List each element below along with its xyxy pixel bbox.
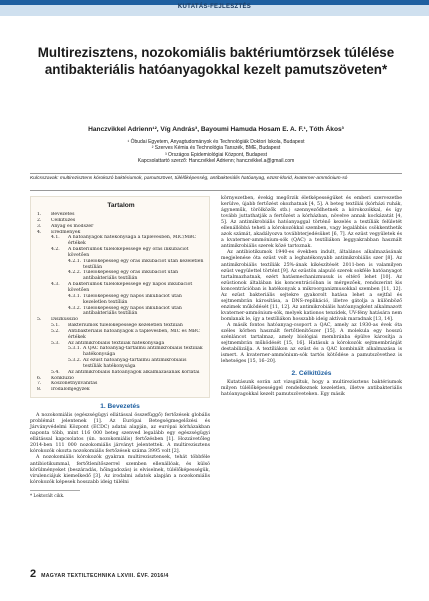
contents-item-number: 1.	[37, 212, 42, 217]
aim-paragraph: Kutatásunk során azt vizsgáltuk, hogy a multirezisztens baktériumok milyen túlélőképességgel rendelkeznek kezeletlen, illetve antibakteriális hatóanyagokkal kezelt pamutszöveteken. Egy másik	[221, 380, 402, 398]
contents-item-text: Túlélőképesség egy napos inkubációt után antibakteriális textílián	[83, 305, 182, 317]
contents-item	[37, 387, 205, 393]
body-paragraph-2: Az antibiotikumok 1940-es években indult, általános alkalmazásának megjelenése óta ezüst volt a leghatékonyabb antimikrobiális szer [8]. Az antimikrobiális textíliák 25%-ának kikészítését 2011-ben is valamilyen ezüst vegyülettel történt [9]. Az ezüstön alapuló szerek sokféle hatóanyagot tartalmazhatnak, ezért hatásmechanizmusuk is eltérő lehet [10]. Az ezüstionok általában kis koncentrációban is mérgezőek, rendszerint kis koncentrációban is hatékonyak a mikroorganizmusokkal szemben [11, 12]. Az ezüst bakteriális sejtekre gyakorolt hatása lehet a sejtfal és sejtmembrán károsítása, a DNS-replikáció, illetve gátolja a különböző enzimek működését [11, 12]. Az antimikrobiális hatóanyagként alkalmazott kvaterner-ammónium-sók, melyek kationos tenzidek, UV-fény hatására nem bomlanak le, így a textíliákon hosszabb ideig aktívak maradnak [13, 14].	[221, 250, 402, 322]
affiliation-2: ² Szerves Kémia és Technológia Tanszék, BME, Budapest	[151, 145, 281, 152]
contents-item-number: 5.3.1.	[68, 346, 82, 352]
contents-item	[37, 270, 205, 282]
contents-item-number: 4.2.	[51, 247, 60, 253]
contents-item-text: Az ezüst hatóanyag-tartalmú antimikrobiális textíliák hatékonysága	[83, 358, 187, 369]
contents-item-text: A hatóanyagok hatékonysága a táplevesben, MIC/MBC értékek	[68, 235, 197, 247]
body-paragraph-1: környezetben, évekig megőrzik életképességüket és emberi szervezetbe kerülve, újabb fertőzést okozhatnak [4, 5]. A beteg textíliái (kórházi ruhák, ágyneműk, törölközők stb.) szennyeződhetnek a kórokozókkal, és így tovább juttathatják a fertőzést a kórházban, növelve annak kockázatát [4, 5]. Az antimikrobiális hatóanyaggal történő kezelés a textíliák felületét ellenállóbbá teheti a kórokozókkal szemben, vagy legalábbis csökkenthetik azok számát, akadályozva továbbterjedésüket [6, 7]. Az ezüst vegyületek és a kvaterner-ammónium-sók (QAC) a textíliákon leggyakrabban használt antimikrobiális szerek közé tartoznak.	[221, 196, 402, 250]
affiliations	[30, 139, 402, 165]
contact-author: Kapcsolattartó szerző: Hanczvikkel Adrienn; hanczvikkel.a@gmail.com	[137, 158, 295, 165]
footnote: * Lektorált cikk.	[30, 490, 80, 498]
contents-item	[37, 294, 205, 306]
contents-item	[37, 282, 205, 294]
right-column	[221, 196, 402, 398]
contents-item-text: Konklúzió	[51, 375, 74, 381]
intro-paragraph-1: A nozokomiális (egészségügyi ellátással összefüggő) fertőzések globális problémát jelentenek [1]. Az Európai Betegségmegelőzési és Járványvédelmi Központ (ECDC) adatai alapján, az európai kórházakban naponta több, mint 116 000 beteg szenved legalább egy egészségügyi ellátással kapcsolatos (ún. nozokomiális) fertőzésben [1]. Hozzávetőleg 2014-ben 111 000 nozokomiális járványt jelentettek. A multirezisztens kórokozók okozta nozokomiális fertőzések száma 3995 volt [2].	[30, 413, 210, 455]
contents-item-text: Bevezetés	[51, 212, 75, 217]
contents-item-text: Diszkusszió	[51, 317, 79, 323]
contents-item-number: 4.3.1.	[68, 293, 82, 299]
divider-bottom	[30, 190, 402, 191]
contents-item-number: 4.2.2.	[68, 270, 82, 276]
contents-item-number: 5.2.	[51, 328, 60, 334]
contents-item	[37, 306, 205, 318]
section-label: KUTATÁS-FEJLESZTÉS	[177, 4, 252, 10]
journal-name: MAGYAR TEXTILTECHNIKA LXVIII. ÉVF. 2016/4	[41, 573, 169, 579]
contents-item-number: 2.	[37, 217, 42, 223]
contents-item-number: 4.	[37, 229, 42, 235]
contents-item-text: Célkitűzés	[51, 217, 76, 223]
contents-item-number: 8.	[37, 387, 42, 393]
contents-item-text: Az antimikrobiális textíliák hatékonysága	[68, 340, 165, 346]
left-column	[30, 196, 210, 498]
affiliation-3: ³ Országos Epidemiológiai Központ, Budapest	[164, 151, 267, 158]
contents-item	[37, 247, 205, 259]
contents-item	[37, 346, 205, 358]
contents-box	[30, 196, 210, 398]
page-footer	[30, 568, 169, 580]
contents-item-number: 3.	[37, 223, 42, 229]
contents-item-text: A baktériumok túlélőképessége egy órás inkubációt követően	[68, 247, 189, 258]
aim-heading: 2. Célkitűzés	[291, 370, 332, 378]
contents-item-number: 5.3.	[51, 340, 60, 346]
contents-item-text: Túlélőképesség egy órás inkubációt után kezeletlen textílián	[83, 258, 204, 270]
contents-item-number: 4.2.1.	[68, 258, 82, 264]
intro-paragraph-2: A nozokomiális kórokozók gyakran multirezisztensek, tehát többféle antibiotikummal, fertőtlenítőszerrel szemben ellenállóak, és külsö körülményeket (beszáradás, hőingadozás) is elviselnek, túlélőképességük, virulenciájuk kiemelkedő [3]. Az irodalmi adatok alapján a nozokomiális kórokozók képesek hosszabb ideig túlélni	[30, 455, 210, 485]
contents-item	[37, 358, 205, 370]
contents-item	[37, 235, 205, 247]
keywords: Kulcsszavak: multirezisztens kórokozó baktériumok, pamutszövet, túlélőképesség, antibakteriális hatóanyag, ezüst-klorid, kvaterner-ammónium-só	[30, 176, 348, 181]
intro-heading: 1. Bevezetés	[100, 403, 140, 411]
contents-list	[37, 212, 205, 393]
contents-item-number: 5.	[37, 317, 42, 323]
contents-item-text: Túlélőképesség egy órás inkubációt után antibakteriális textílián	[83, 270, 179, 282]
contents-item-text: Irodalomjegyzék	[51, 387, 90, 393]
contents-item-text: Eredmények	[51, 229, 81, 235]
contents-item-text: Anyag és módszer	[51, 223, 94, 229]
divider-top	[30, 173, 402, 174]
article-title: Multirezisztens, nozokomiális baktériumtörzsek túlélése antibakteriális hatóanyagokkal kezelt pamutszöveten*	[37, 45, 395, 77]
contents-item-text: Antibakteriális hatóanyagok a táplevesben, MIC és MBC értékek	[68, 328, 200, 340]
contents-item-number: 7.	[37, 381, 42, 387]
contents-item	[37, 259, 205, 271]
contents-item-text: Túlélőképesség egy napos inkubációt után kezeletlen textílián	[83, 293, 182, 305]
contents-item-text: Köszönetnyilvánítás	[51, 381, 98, 387]
contents-item-text: A baktériumok túlélőképessége egy napos inkubációt követően	[68, 282, 193, 293]
author-list: Hanczvikkel Adrienn¹², Víg András³, Bayoumi Hamuda Hosam E. A. F.¹, Tóth Ákos³	[88, 126, 344, 133]
contents-item-text: Baktériumok túlélőképessége kezeletlen textílián	[68, 323, 183, 329]
affiliation-1: ¹ Óbudai Egyetem, Anyagtudományok és Technológiák Doktori Iskola, Budapest	[127, 139, 305, 145]
contents-item-number: 5.1.	[51, 323, 60, 329]
body-paragraph-3: A másik fontos hatóanyag-csoport a QAC, amely az 1930-as évek óta széles körben használt fertőtlenítőszer [15]. A molekula egy hosszú szénláncot tartalmaz, amely biológiai membránba épülve károsítja a sejtmembrán működését [15, 16]. Hatásuk a kórokozók sejtmembránját destabilizálja. A textíliákon az ezüst és a QAC kombinált alkalmazása is ismert. A kvaterner-ammónium-sók tartós kötődése a pamutszövethez is lehetséges [15, 16–20].	[221, 322, 402, 365]
contents-item-number: 6.	[37, 375, 42, 381]
contents-item-number: 5.3.2.	[68, 358, 82, 364]
page-number: 2	[30, 568, 37, 580]
contents-item-number: 4.3.	[51, 282, 60, 288]
contents-item-number: 5.4.	[51, 369, 60, 375]
contents-item-text: Az antimikrobiális hatóanyagok alkalmazásának korlátai	[68, 369, 200, 375]
contents-item	[37, 329, 205, 341]
contents-item-text: A QAC hatóanyag-tartalmú antimikrobiális textíliák hatékonysága	[83, 346, 203, 358]
contents-title: Tartalom	[107, 202, 135, 209]
contents-item-number: 4.1.	[51, 235, 60, 241]
contents-item-number: 4.3.2.	[68, 305, 82, 311]
